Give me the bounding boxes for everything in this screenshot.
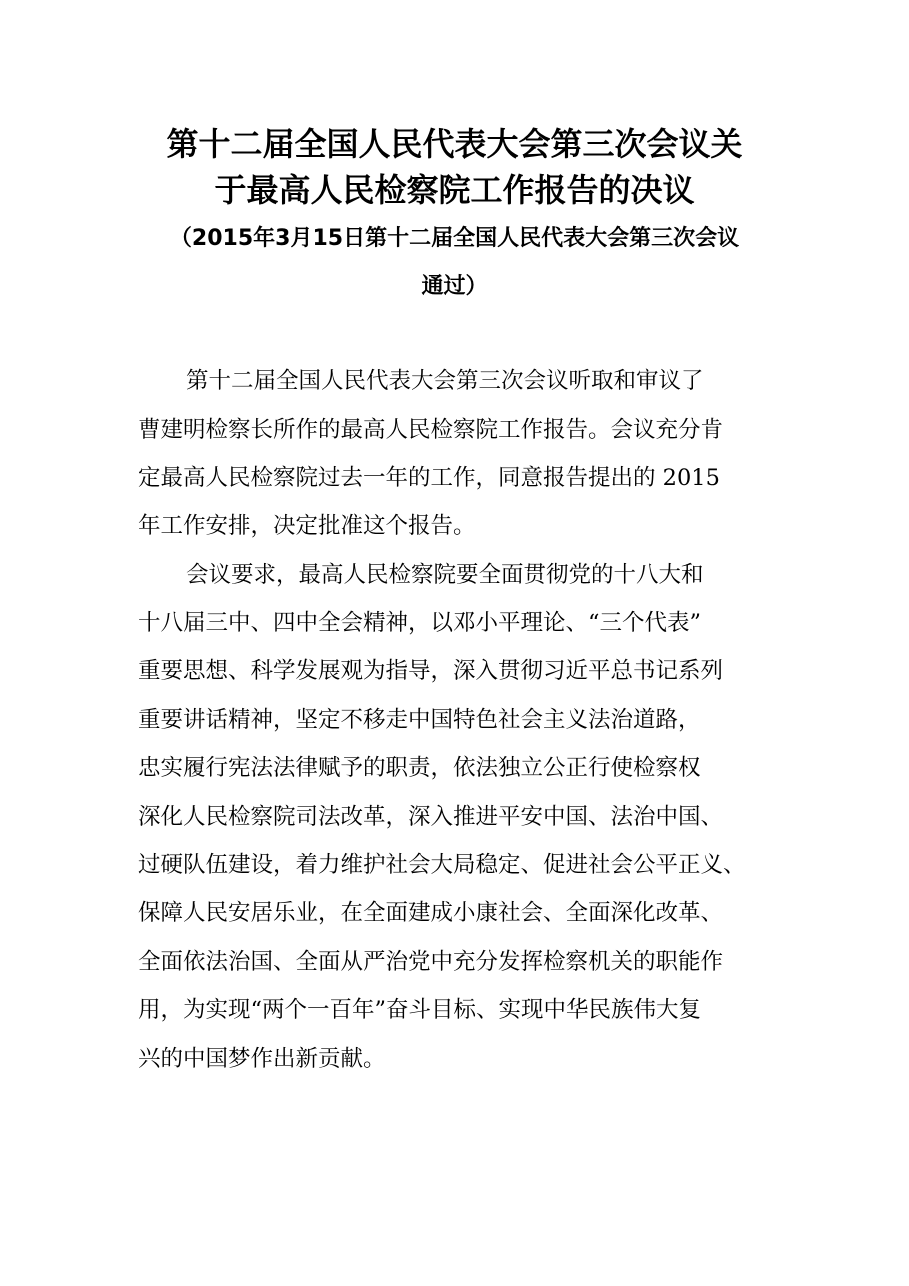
document-title-line-2: 于最高人民检察院工作报告的决议 [214, 171, 695, 209]
paragraph-2-line: 用，为实现“两个一百年”奋斗目标、实现中华民族伟大复 [138, 997, 702, 1023]
paragraph-2-line: 过硬队伍建设，着力维护社会大局稳定、促进社会公平正义、 [138, 852, 746, 878]
paragraph-2-line: 十八届三中、四中全会精神，以邓小平理论、“三个代表” [138, 610, 702, 636]
paragraph-1-line: 定最高人民检察院过去一年的工作，同意报告提出的 2015 [138, 465, 720, 491]
paragraph-2-line: 重要思想、科学发展观为指导，深入贯彻习近平总书记系列 [138, 658, 724, 684]
paragraph-2-line: 会议要求，最高人民检察院要全面贯彻党的十八大和 [186, 562, 704, 588]
paragraph-2-line: 重要讲话精神，坚定不移走中国特色社会主义法治道路， [138, 707, 701, 733]
paragraph-2-line: 保障人民安居乐业，在全面建成小康社会、全面深化改革、 [138, 900, 724, 926]
paragraph-2-line: 忠实履行宪法法律赋予的职责，依法独立公正行使检察权 [138, 755, 701, 781]
paragraph-1-line: 曹建明检察长所作的最高人民检察院工作报告。会议充分肯 [138, 417, 724, 443]
paragraph-2-line: 深化人民检察院司法改革，深入推进平安中国、法治中国、 [138, 804, 724, 830]
document-title-line-1: 第十二届全国人民代表大会第三次会议关 [166, 125, 743, 163]
document-subtitle-line-1: （2015年3月15日第十二届全国人民代表大会第三次会议 [169, 226, 740, 251]
document-subtitle-line-2: 通过） [421, 274, 488, 299]
paragraph-1-line: 年工作安排，决定批准这个报告。 [138, 513, 476, 539]
paragraph-2-line: 兴的中国梦作出新贡献。 [138, 1046, 386, 1072]
paragraph-2-line: 全面依法治国、全面从严治党中充分发挥检察机关的职能作 [138, 949, 724, 975]
paragraph-1-line: 第十二届全国人民代表大会第三次会议听取和审议了 [186, 368, 704, 394]
